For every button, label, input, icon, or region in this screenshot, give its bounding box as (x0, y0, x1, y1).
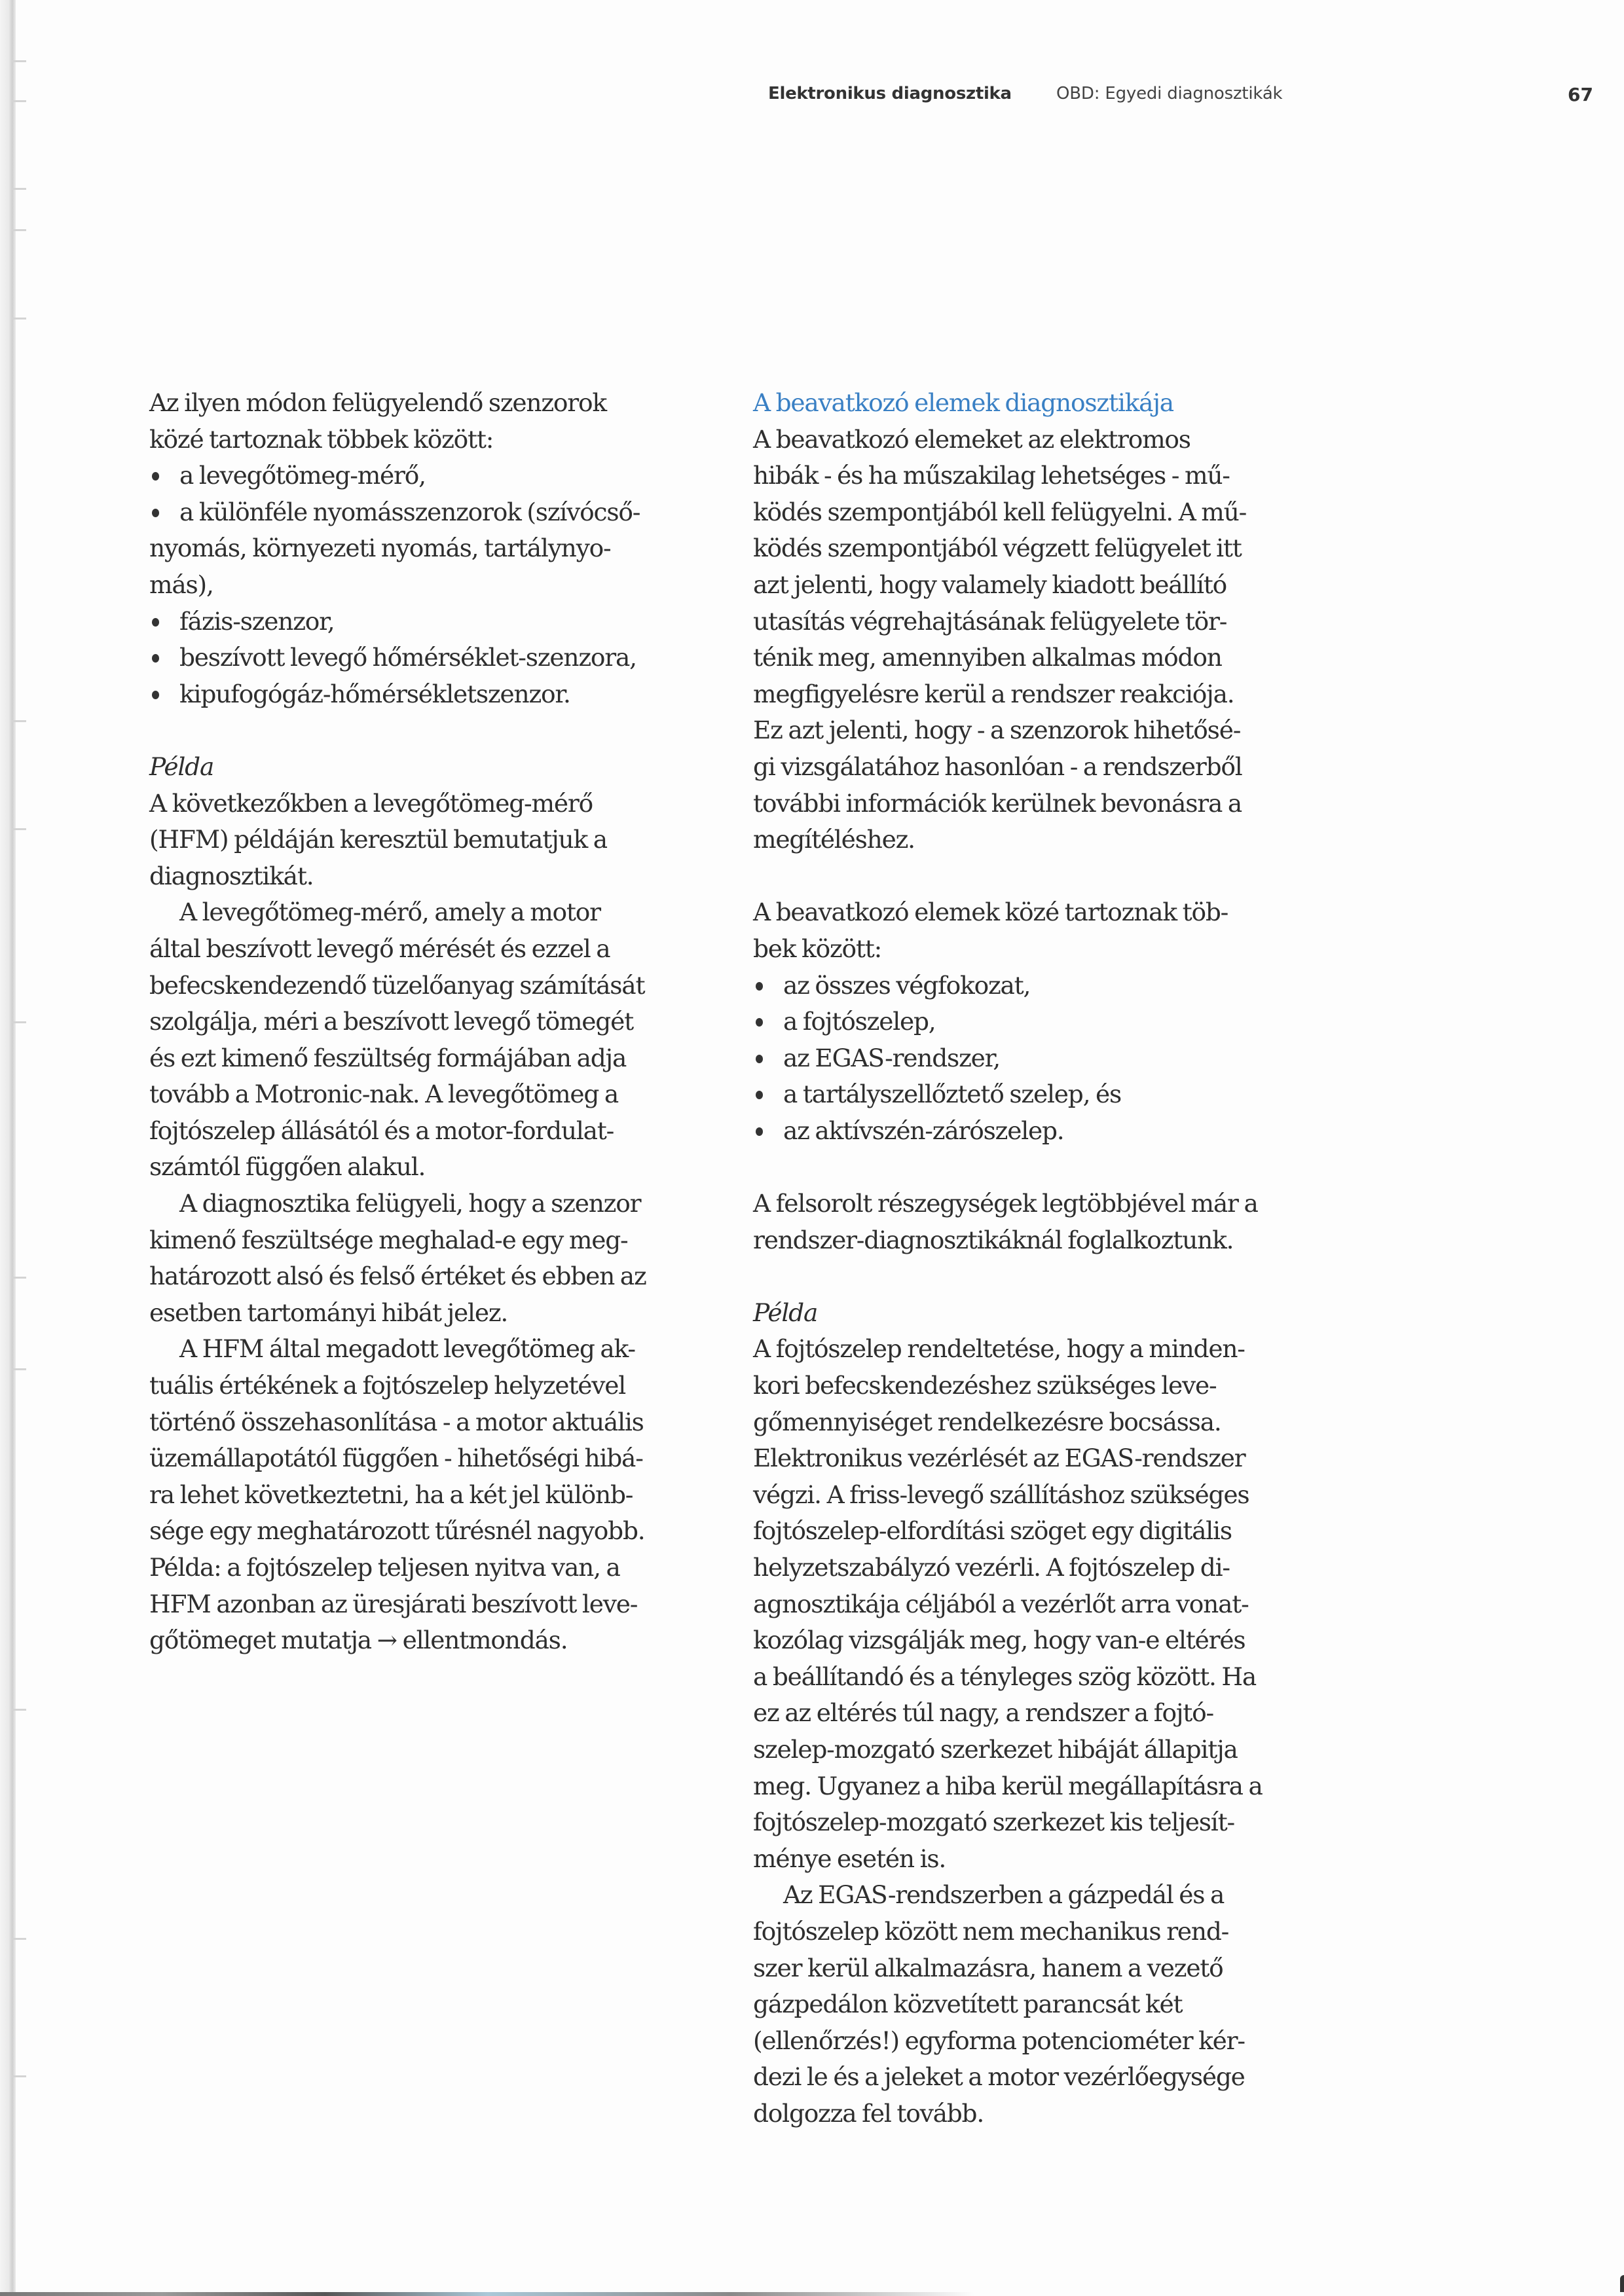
scan-edge-mark (12, 1368, 26, 1370)
text-line: fojtószelep-mozgató szerkezet kis teljesít- (753, 1808, 1234, 1837)
text-line: A HFM által megadott levegőtömeg ak- (179, 1334, 635, 1364)
spacer (753, 1149, 1329, 1186)
list-item-text: az összes végfokozat, (783, 970, 1031, 1000)
scan-edge-mark (12, 1938, 26, 1940)
text-line: a beállítandó és a tényleges szög között. Ha (753, 1662, 1257, 1691)
list-item-text: a tartályszellőztető szelep, és (783, 1080, 1122, 1109)
text-line: agnosztikája céljából a vezérlőt arra vonat- (753, 1589, 1249, 1618)
text-line: Az ilyen módon felügyelendő szenzorok (149, 388, 606, 417)
text-line: A felsorolt részegységek legtöbbjével már a (753, 1189, 1258, 1218)
text-line: dezi le és a jeleket a motor vezérlőegysége (753, 2062, 1245, 2092)
scan-corner-mark (1620, 2275, 1624, 2292)
text-line: kori befecskendezéshez szükséges leve- (753, 1371, 1217, 1400)
text-line: A levegőtömeg-mérő, amely a motor (179, 898, 600, 927)
actuator-intro-paragraph (753, 422, 1329, 858)
text-line: A következőkben a levegőtömeg-mérő (149, 788, 593, 818)
scan-edge-mark (12, 318, 26, 319)
text-line: ez az eltérés túl nagy, a rendszer a fojtó- (753, 1698, 1213, 1728)
scan-edge-mark (12, 100, 26, 102)
text-line: befecskendezendő tüzelőanyag számítását (149, 970, 645, 1000)
list-item-text: kipufogógáz-hőmérsékletszenzor. (179, 679, 570, 708)
text-line: hibák - és ha műszakilag lehetséges - mű- (753, 461, 1230, 490)
scan-edge-mark (12, 828, 26, 830)
text-line: fojtószelep állásától és a motor-fordulat- (149, 1116, 614, 1145)
list-item-continuation: nyomás, környezeti nyomás, tartálynyo- (149, 534, 611, 563)
list-item-text: a fojtószelep, (783, 1007, 936, 1036)
scan-edge-mark (12, 1021, 26, 1023)
list-item (753, 1040, 1329, 1077)
left-column (149, 385, 726, 1659)
text-line: és ezt kimenő feszültség formájában adja (149, 1043, 627, 1072)
hfm-paragraph (149, 894, 726, 1186)
list-item-continuation: más), (149, 570, 213, 599)
spacer (149, 712, 726, 749)
chapter-title: OBD: Egyedi diagnosztikák (1056, 84, 1283, 103)
scan-edge-mark (12, 60, 26, 62)
bullet-icon (756, 1055, 763, 1063)
text-line: Ez azt jelenti, hogy - a szenzorok hihetősé- (753, 716, 1241, 745)
example-label: Példa (753, 1298, 818, 1327)
scan-bottom-edge (0, 2292, 1624, 2296)
text-line: határozott alsó és felső értéket és ebben az (149, 1262, 646, 1291)
text-line: (ellenőrzés!) egyforma potenciométer kér- (753, 2026, 1245, 2055)
bullet-icon (152, 654, 159, 663)
spacer (753, 858, 1329, 895)
list-item (149, 458, 726, 494)
scan-binding-edge (9, 0, 16, 2296)
text-line: azt jelenti, hogy valamely kiadott beállító (753, 570, 1227, 599)
text-line: Példa: a fojtószelep teljesen nyitva van, a (149, 1553, 620, 1582)
bullet-icon (756, 982, 763, 991)
bullet-icon (152, 472, 159, 481)
throttle-example-paragraph (753, 1331, 1329, 1877)
text-line: fojtószelep között nem mechanikus rend- (753, 1916, 1229, 1946)
section-heading: A beavatkozó elemek diagnosztikája (753, 388, 1173, 417)
bullet-icon (756, 1018, 763, 1027)
text-line: számtól függően alakul. (149, 1152, 426, 1182)
scan-edge-mark (12, 1709, 26, 1711)
list-item-text: az EGAS-rendszer, (783, 1043, 1000, 1072)
text-line: szolgálja, méri a beszívott levegő tömegét (149, 1007, 633, 1036)
scan-binding-shadow (0, 0, 9, 2296)
text-line: sége egy meghatározott tűrésnél nagyobb. (149, 1516, 645, 1546)
example-paragraph (149, 786, 726, 895)
list-item-text: a különféle nyomásszenzorok (szívócső- (179, 497, 640, 526)
spacer (753, 1258, 1329, 1295)
scan-edge-mark (12, 229, 26, 231)
scan-edge-mark (12, 2075, 26, 2077)
actuator-list (753, 968, 1329, 1150)
sensors-intro (149, 385, 726, 458)
list-item (149, 604, 726, 640)
right-column (753, 385, 1329, 2132)
text-line: A fojtószelep rendeltetése, hogy a minden- (753, 1334, 1245, 1364)
text-line: dolgozza fel tovább. (753, 2098, 984, 2128)
text-line: utasítás végrehajtásának felügyelete tör- (753, 606, 1227, 636)
bullet-icon (152, 509, 159, 517)
text-line: megítéléshez. (753, 825, 915, 854)
egas-paragraph (753, 1877, 1329, 2132)
summary-paragraph (753, 1186, 1329, 1258)
text-line: bek között: (753, 934, 882, 963)
text-line: kozólag vizsgálják meg, hogy van-e eltérés (753, 1626, 1246, 1655)
text-line: szelep-mozgató szerkezet hibáját állapitja (753, 1734, 1238, 1764)
text-line: szer kerül alkalmazásra, hanem a vezető (753, 1953, 1223, 1982)
text-line: kimenő feszültsége meghalad-e egy meg- (149, 1225, 628, 1254)
list-item (753, 968, 1329, 1004)
text-line: gőtömeget mutatja → ellentmondás. (149, 1626, 568, 1655)
text-line: gi vizsgálatához hasonlóan - a rendszerből (753, 752, 1242, 781)
text-line: helyzetszabályzó vezérli. A fojtószelep di- (753, 1553, 1230, 1582)
text-line: gázpedálon közvetített parancsát két (753, 1990, 1183, 2019)
text-line: A diagnosztika felügyeli, hogy a szenzor (179, 1189, 641, 1218)
text-line: Az EGAS-rendszerben a gázpedál és a (783, 1880, 1225, 1910)
text-line: ködés szempontjából kell felügyelni. A mű- (753, 497, 1247, 526)
text-line: által beszívott levegő mérését és ezzel a (149, 934, 610, 963)
text-line: tuális értékének a fojtószelep helyzetével (149, 1371, 626, 1400)
sensor-list (149, 458, 726, 530)
list-item (149, 494, 726, 531)
scan-edge-mark (12, 1277, 26, 1279)
bullet-icon (756, 1127, 763, 1136)
list-item (753, 1076, 1329, 1113)
bullet-icon (152, 618, 159, 627)
list-item (149, 640, 726, 676)
text-line: esetben tartományi hibát jelez. (149, 1298, 508, 1327)
example-label: Példa (149, 752, 214, 781)
text-line: diagnosztikát. (149, 861, 314, 890)
text-line: fojtószelep-elfordítási szöget egy digitális (753, 1516, 1232, 1546)
list-item (149, 676, 726, 713)
text-line: HFM azonban az üresjárati beszívott leve- (149, 1589, 638, 1618)
list-item-text: beszívott levegő hőmérséklet-szenzora, (179, 643, 637, 672)
list-item (753, 1004, 1329, 1040)
text-line: A beavatkozó elemeket az elektromos (753, 424, 1190, 454)
text-line: ra lehet következtetni, ha a két jel különb- (149, 1480, 633, 1509)
actuators-intro (753, 894, 1329, 967)
text-line: gőmennyiséget rendelkezésre bocsássa. (753, 1407, 1221, 1436)
text-line: tovább a Motronic-nak. A levegőtömeg a (149, 1080, 619, 1109)
text-line: meg. Ugyanez a hiba kerül megállapításra a (753, 1771, 1263, 1800)
running-header (768, 84, 1593, 117)
list-item-text: fázis-szenzor, (179, 606, 335, 636)
bullet-icon (152, 691, 159, 699)
text-line: Elektronikus vezérlését az EGAS-rendszer (753, 1444, 1246, 1473)
scan-edge-mark (12, 188, 26, 190)
diagnostics-paragraph (149, 1186, 726, 1331)
sensor-list-continued (149, 604, 726, 713)
text-line: további információk kerülnek bevonásra a (753, 788, 1242, 818)
text-line: rendszer-diagnosztikáknál foglalkoztunk. (753, 1225, 1234, 1254)
section-title: Elektronikus diagnosztika (768, 84, 1012, 103)
bullet-icon (756, 1091, 763, 1099)
text-line: üzemállapotától függően - hihetőségi hibá- (149, 1444, 643, 1473)
text-line: közé tartoznak többek között: (149, 424, 494, 454)
text-line: végzi. A friss-levegő szállításhoz szükséges (753, 1480, 1249, 1509)
text-line: megfigyelésre kerül a rendszer reakciója. (753, 679, 1234, 708)
scan-edge-mark (12, 720, 26, 722)
text-line: ménye esetén is. (753, 1844, 946, 1873)
text-line: A beavatkozó elemek közé tartoznak töb- (753, 898, 1228, 927)
page-number: 67 (1568, 84, 1593, 105)
text-line: történő összehasonlítása - a motor aktuális (149, 1407, 644, 1436)
text-line: ténik meg, amennyiben alkalmas módon (753, 643, 1222, 672)
text-line: ködés szempontjából végzett felügyelet itt (753, 534, 1242, 563)
list-item-text: az aktívszén-zárószelep. (783, 1116, 1064, 1145)
text-line: (HFM) példáján keresztül bemutatjuk a (149, 825, 607, 854)
plausibility-paragraph (149, 1331, 726, 1658)
list-item (753, 1113, 1329, 1150)
list-item-text: a levegőtömeg-mérő, (179, 461, 426, 490)
